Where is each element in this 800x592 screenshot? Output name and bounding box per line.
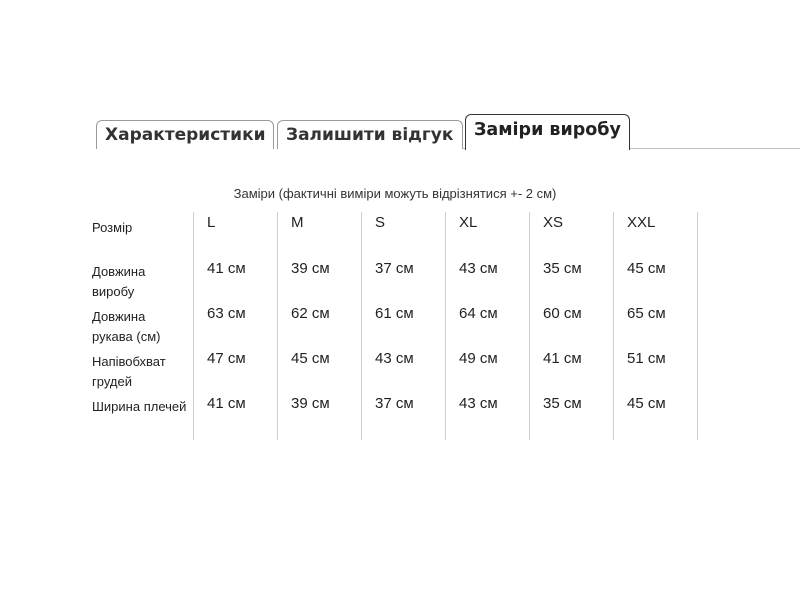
column-divider <box>277 212 278 440</box>
column-divider <box>613 212 614 440</box>
tab-measurements[interactable]: Заміри виробу <box>465 114 630 150</box>
table-cell: 47 см <box>207 350 246 367</box>
table-cell: 60 см <box>543 305 582 322</box>
table-cell: 45 см <box>627 395 666 412</box>
size-header-cell: M <box>291 214 304 231</box>
column-divider <box>361 212 362 440</box>
table-cell: 61 см <box>375 305 414 322</box>
row-label: Довжина рукава (см) <box>92 309 161 344</box>
column-divider <box>193 212 194 440</box>
size-header-cell: L <box>207 214 216 231</box>
size-header-cell: XS <box>543 214 564 231</box>
row-label: Напівобхват грудей <box>92 354 166 389</box>
table-cell: 43 см <box>375 350 414 367</box>
table-cell: 39 см <box>291 260 330 277</box>
table-cell: 43 см <box>459 395 498 412</box>
row-label: Довжина виробу <box>92 264 146 299</box>
table-cell: 51 см <box>627 350 666 367</box>
table-cell: 45 см <box>627 260 666 277</box>
table-cell: 45 см <box>291 350 330 367</box>
table-caption: Заміри (фактичні виміри можуть відрізнятися +- 2 см) <box>233 186 557 201</box>
table-cell: 41 см <box>207 395 246 412</box>
size-header-label: Розмір <box>92 220 133 235</box>
table-cell: 49 см <box>459 350 498 367</box>
table-cell: 37 см <box>375 395 414 412</box>
table-cell: 39 см <box>291 395 330 412</box>
table-cell: 35 см <box>543 260 582 277</box>
table-cell: 41 см <box>543 350 582 367</box>
row-label: Ширина плечей <box>92 399 187 414</box>
table-cell: 62 см <box>291 305 330 322</box>
table-cell: 65 см <box>627 305 666 322</box>
size-header-cell: XXL <box>627 214 656 231</box>
table-cell: 63 см <box>207 305 246 322</box>
table-cell: 43 см <box>459 260 498 277</box>
table-cell: 64 см <box>459 305 498 322</box>
product-tabs <box>0 114 800 150</box>
tab-characteristics[interactable]: Характеристики <box>96 120 274 149</box>
table-cell: 37 см <box>375 260 414 277</box>
column-divider <box>697 212 698 440</box>
column-divider <box>529 212 530 440</box>
table-cell: 41 см <box>207 260 246 277</box>
size-header-cell: XL <box>459 214 478 231</box>
size-header-cell: S <box>375 214 386 231</box>
column-divider <box>445 212 446 440</box>
table-cell: 35 см <box>543 395 582 412</box>
tab-leave-review[interactable]: Залишити відгук <box>277 120 463 149</box>
